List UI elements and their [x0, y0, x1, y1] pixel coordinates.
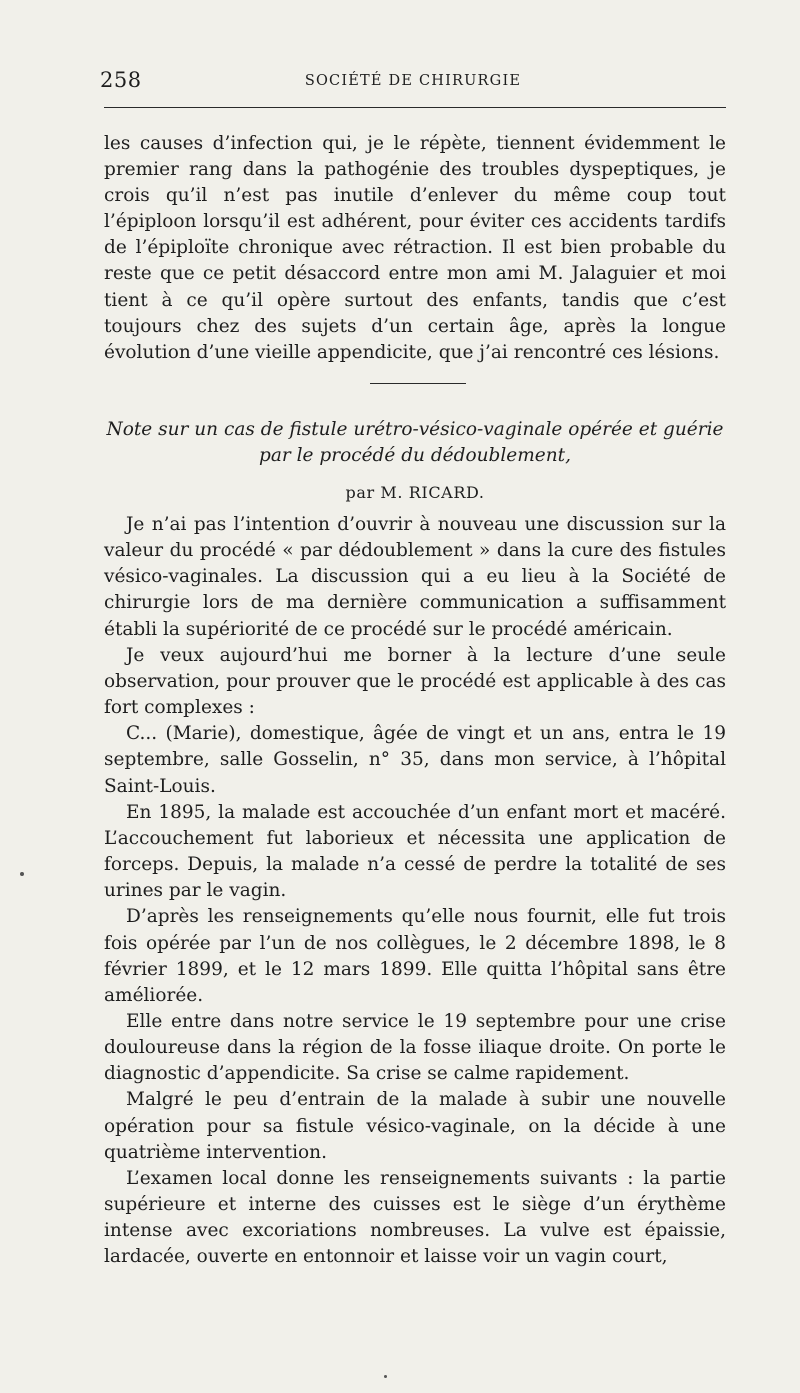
article-paragraph: Malgré le peu d’entrain de la malade à subir une nouvelle opération pour sa fistule vésico-vaginale, on la décide à une quatrième intervention.: [104, 1089, 726, 1163]
article-paragraph: D’après les renseignements qu’elle nous fournit, elle fut trois fois opérée par l’un de nos collègues, le 2 décembre 1898, le 8 février 1899, et le 12 mars 1899. Elle quitta l’hôpital sans être améliorée.: [104, 906, 726, 1006]
page-number: 258: [100, 68, 142, 92]
article-paragraph: Je n’ai pas l’intention d’ouvrir à nouveau une discussion sur la valeur du procédé « par dédoublement » dans la cure des fistules vésico-vaginales. La discussion qui a eu lieu à la Société de chirurgie lors de ma dernière communication a suffisamment établi la supériorité de ce procédé sur le procédé américain.: [104, 514, 726, 640]
article-title: Note sur un cas de fistule urétro-vésico-vaginale opérée et guérie par le procédé du dédoublement,: [106, 419, 724, 466]
article-heading: [104, 417, 726, 502]
header-rule: [104, 107, 726, 108]
continuation-paragraph: les causes d’infection qui, je le répète, tiennent évidemment le premier rang dans la pathogénie des troubles dyspeptiques, je crois qu’il n’est pas inutile d’enlever du même coup tout l’épiploon lorsqu’il est adhérent, pour éviter ces accidents tardifs de l’épiploïte chronique avec rétraction. Il est bien probable du reste que ce petit désaccord entre mon ami M. Jalaguier et moi tient à ce qu’il opère surtout des enfants, tandis que c’est toujours chez des sujets d’un certain âge, après la longue évolution d’une vieille appendicite, que j’ai rencontré ces lésions.: [104, 133, 726, 363]
continuation-text: [104, 131, 726, 366]
article-body: [104, 512, 726, 1271]
article-byline: par M. RICARD.: [345, 483, 485, 502]
article-paragraph: Je veux aujourd’hui me borner à la lecture d’une seule observation, pour prouver que le procédé est applicable à des cas fort complexes :: [104, 644, 726, 719]
paper-speck: [384, 1375, 387, 1378]
article-paragraph: Elle entre dans notre service le 19 septembre pour une crise douloureuse dans la région de la fosse iliaque droite. On porte le diagnostic d’appendicite. Sa crise se calme rapidement.: [104, 1010, 726, 1085]
running-head: SOCIÉTÉ DE CHIRURGIE: [304, 73, 522, 89]
article-paragraph: C... (Marie), domestique, âgée de vingt et un ans, entra le 19 septembre, salle Gosselin, n° 35, dans mon service, à l’hôpital Saint-Louis.: [104, 723, 726, 797]
paper-speck: [20, 872, 24, 876]
article-paragraph: En 1895, la malade est accouchée d’un enfant mort et macéré. L’accouchement fut laborieux et nécessita une application de forceps. Depuis, la malade n’a cessé de perdre la totalité de ses urines par le vagin.: [104, 801, 726, 902]
section-separator-rule: [370, 383, 466, 384]
article-paragraph: L’examen local donne les renseignements suivants : la partie supérieure et interne des cuisses est le siège d’un érythème intense avec excoriations nombreuses. La vulve est épaissie, lardacée, ouverte en entonnoir et laisse voir un vagin court,: [104, 1167, 726, 1268]
page-header: [100, 68, 726, 98]
